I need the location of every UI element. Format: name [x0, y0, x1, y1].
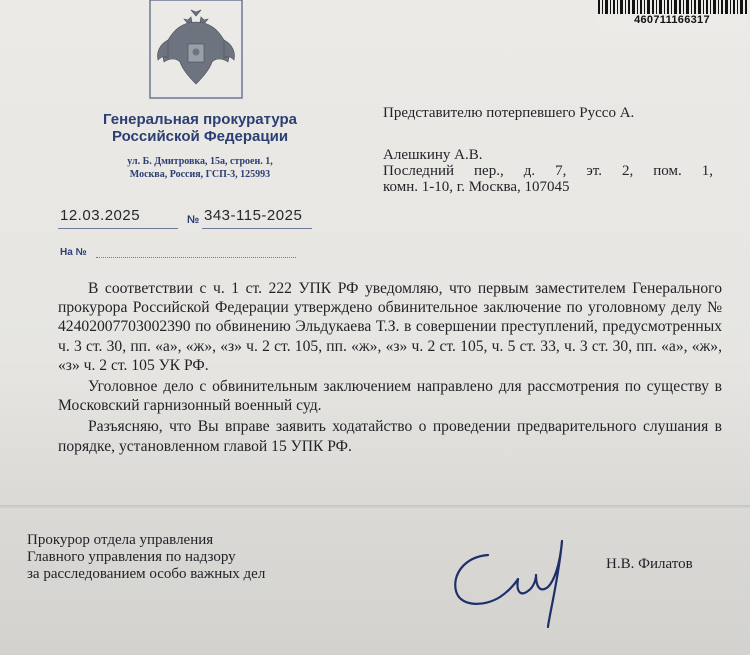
- letter-body: [58, 279, 722, 458]
- number-underline: [202, 228, 312, 229]
- document-number: 343-115-2025: [204, 207, 303, 224]
- address-line-1: ул. Б. Дмитровка, 15а, строен. 1,: [127, 156, 273, 167]
- sender-organization: [70, 111, 330, 145]
- addressee-address-line-2: комн. 1-10, г. Москва, 107045: [383, 179, 570, 195]
- signatory-title: [27, 532, 265, 583]
- addressee-address-line-1: Последний пер., д. 7, эт. 2, пом. 1,: [383, 163, 713, 179]
- paper-fold: [0, 505, 750, 509]
- body-paragraph-2: Уголовное дело с обвинительным заключением направлено для рассмотрения по существу в Московский гарнизонный военный суд.: [58, 378, 722, 415]
- addressee-block: [383, 147, 713, 195]
- signatory-title-line-1: Прокурор отдела управления: [27, 532, 214, 548]
- reply-to-label: На №: [60, 247, 87, 258]
- body-paragraph-3: Разъясняю, что Вы вправе заявить ходатайство о проведении предварительного слушания в порядке, установленном главой 15 УПК РФ.: [58, 418, 722, 455]
- sender-address: [90, 155, 310, 181]
- signatory-title-line-3: за расследованием особо важных дел: [27, 566, 266, 582]
- org-line-2: Российской Федерации: [111, 128, 289, 145]
- signatory-name: Н.В. Филатов: [606, 556, 693, 572]
- signature-icon: [450, 535, 580, 630]
- org-line-1: Генеральная прокуратура: [103, 111, 297, 128]
- coat-of-arms-emblem: [148, 0, 244, 100]
- address-line-2: Москва, Россия, ГСП-3, 125993: [129, 169, 271, 180]
- body-paragraph-1: В соответствии с ч. 1 ст. 222 УПК РФ уведомляю, что первым заместителем Генерального прокурора Российской Федерации утверждено обвинительное заключение по уголовному делу № 42402007703002390 по обвинению Эльдукаева Т.З. в совершении преступлений, предусмотренных ч. 3 ст. 30, пп. «а», «ж», «з» ч. 2 ст. 105, пп. «ж», «з» ч. 2 ст. 105, ч. 5 ст. 33, ч. 3 ст. 30, пп. «а», «ж», «з» ч. 2 ст. 105 УК РФ.: [58, 280, 722, 374]
- addressee-name: Алешкину А.В.: [383, 147, 483, 163]
- signatory-title-line-2: Главного управления по надзору: [27, 549, 236, 565]
- date-underline: [58, 228, 178, 229]
- recipient-line: Представителю потерпевшего Руссо А.: [383, 105, 635, 121]
- number-label: №: [187, 214, 200, 226]
- reply-to-line: [96, 257, 296, 258]
- barcode-number: 460711166317: [597, 14, 747, 27]
- document-date: 12.03.2025: [60, 207, 141, 224]
